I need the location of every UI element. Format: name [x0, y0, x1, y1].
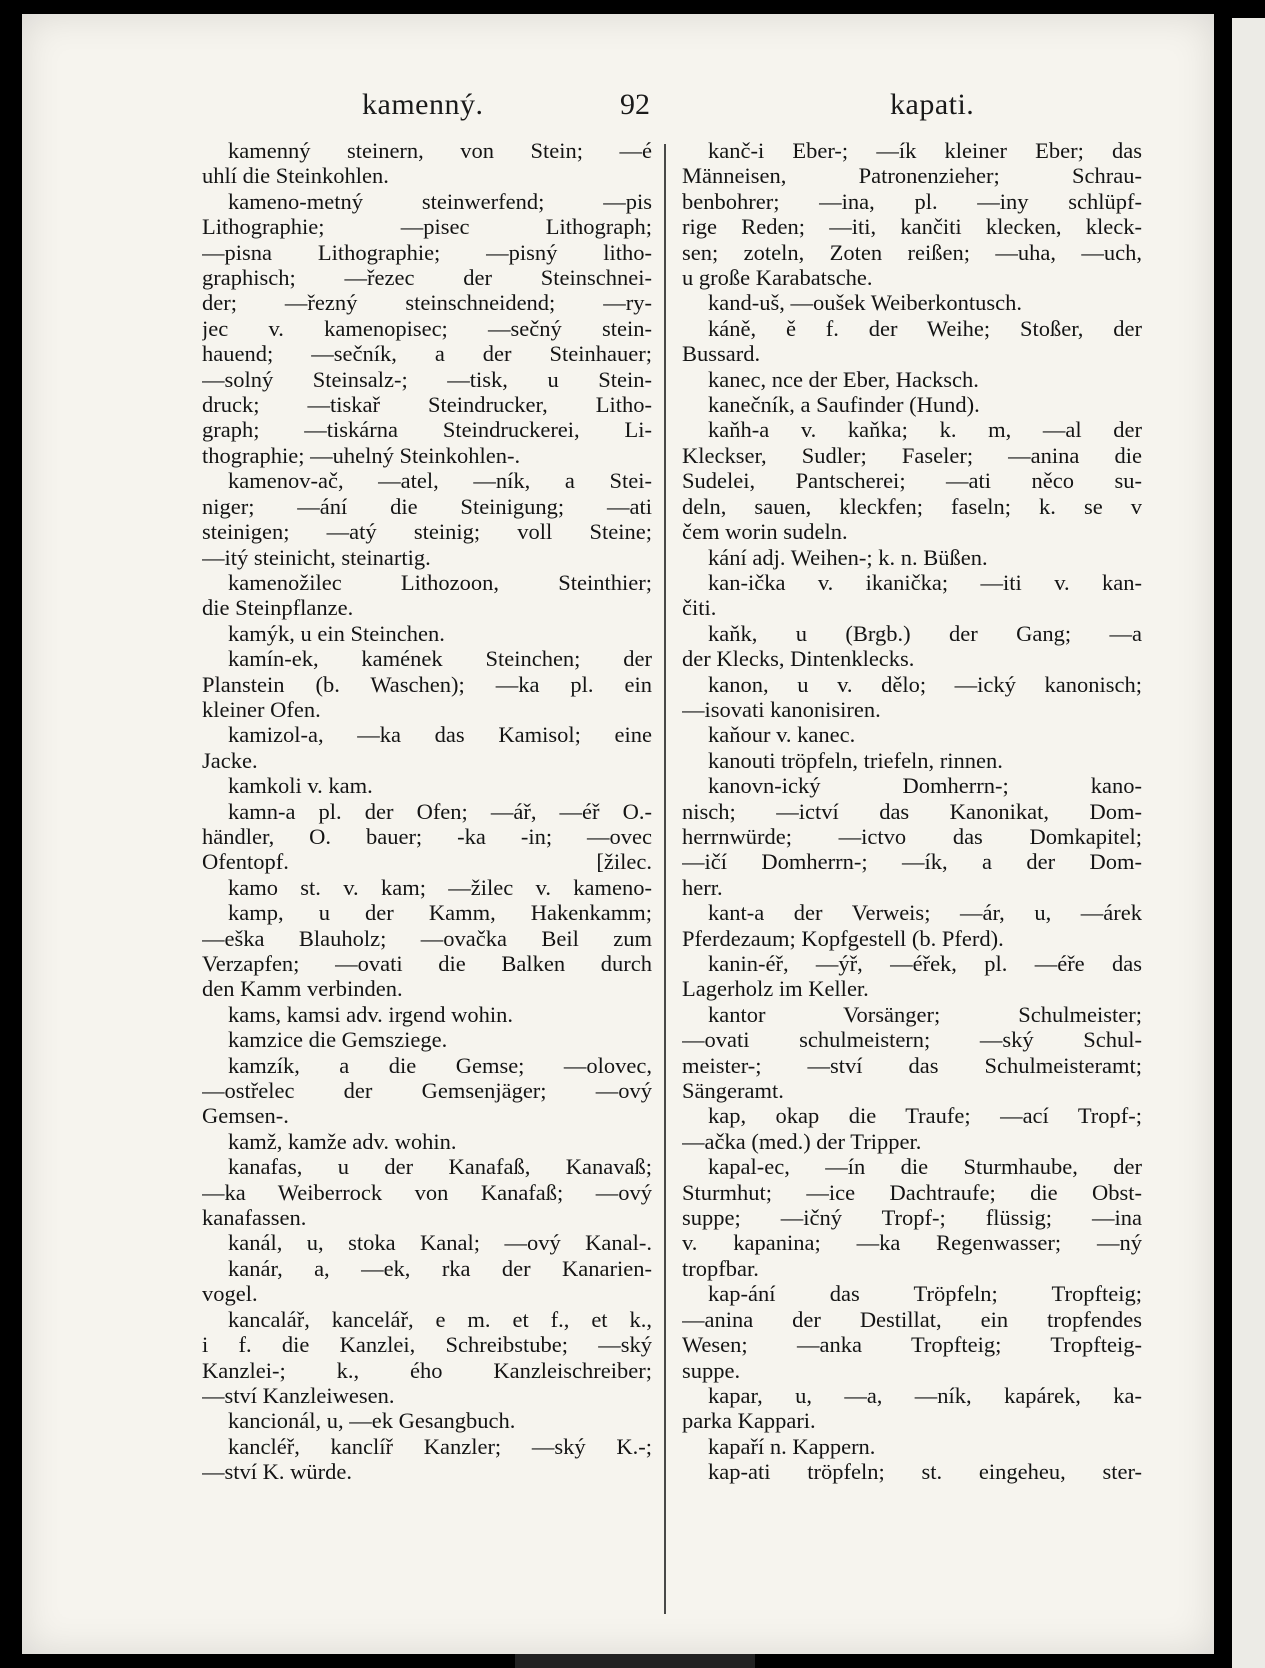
entry-line: —ačka (med.) der Tripper.	[682, 1128, 922, 1154]
entry-line: —ovati schulmeistern; —ský Schul-	[682, 1027, 1142, 1053]
entry-line: —eška Blauholz; —ovačka Beil zum	[202, 925, 652, 951]
entry-line: kanečník, a Saufinder (Hund).	[708, 392, 980, 418]
entry-line: kapar, u, —a, —ník, kapárek, ka-	[708, 1382, 1142, 1408]
entry-line: kand-uš, —oušek Weiberkontusch.	[708, 290, 1022, 316]
entry-line: Männeisen, Patronenzieher; Schrau-	[682, 163, 1142, 189]
entry-line: kantor Vorsänger; Schulmeister;	[708, 1001, 1142, 1027]
entry-line: kap-ání das Tröpfeln; Tropfteig;	[708, 1281, 1142, 1307]
entry-line: kamýk, u ein Steinchen.	[228, 620, 445, 646]
entry-line: —itý steinicht, steinartig.	[202, 544, 431, 570]
entry-line: kamp, u der Kamm, Hakenkamm;	[228, 900, 652, 926]
entry-line: suppe; —ičný Tropf-; flüssig; —ina	[682, 1205, 1142, 1231]
entry-line: graph; —tiskárna Steindruckerei, Li-	[202, 417, 652, 443]
entry-line: uhlí die Steinkohlen.	[202, 163, 389, 189]
page-number: 92	[620, 88, 650, 121]
entry-line: Kleckser, Sudler; Faseler; —anina die	[682, 442, 1142, 468]
entry-line: Gemsen-.	[202, 1103, 289, 1129]
entry-line: die Steinpflanze.	[202, 595, 354, 621]
entry-line: Lithographie; —pisec Lithograph;	[202, 214, 652, 240]
entry-line: Pferdezaum; Kopfgestell (b. Pferd).	[682, 925, 1004, 951]
entry-line: niger; —ání die Steinigung; —ati	[202, 493, 652, 519]
entry-line: rige Reden; —iti, kančiti klecken, kleck-	[682, 214, 1142, 240]
entry-line: jec v. kamenopisec; —sečný stein-	[202, 315, 652, 341]
entry-line: kamž, kamže adv. wohin.	[228, 1128, 457, 1154]
entry-line: Lagerholz im Keller.	[682, 976, 869, 1002]
entry-line: kapaří n. Kappern.	[708, 1433, 876, 1459]
entry-line: den Kamm verbinden.	[202, 976, 403, 1002]
entry-line: kanafas, u der Kanafaß, Kanavaß;	[228, 1154, 652, 1180]
entry-line: čiti.	[682, 595, 717, 621]
entry-line: Jacke.	[202, 747, 258, 773]
entry-line: vogel.	[202, 1281, 258, 1307]
entry-line: kanouti tröpfeln, triefeln, rinnen.	[708, 747, 1003, 773]
entry-line: parka Kappari.	[682, 1408, 816, 1434]
entry-line: —pisna Lithographie; —pisný litho-	[202, 239, 652, 265]
entry-line: —ostřelec der Gemsenjäger; —ový	[202, 1078, 652, 1104]
running-header	[22, 74, 1214, 134]
entry-line: —ství Kanzleiwesen.	[202, 1382, 395, 1408]
entry-line: Bussard.	[682, 341, 761, 367]
entry-line: kamzík, a die Gemse; —olovec,	[228, 1052, 652, 1078]
entry-line: kap, okap die Traufe; —ací Tropf-;	[708, 1103, 1142, 1129]
entry-line: herr.	[682, 874, 723, 900]
entry-line: kamenný steinern, von Stein; —é	[228, 138, 652, 163]
entry-line: druck; —tiskař Steindrucker, Litho-	[202, 392, 652, 418]
entry-line: kamo st. v. kam; —žilec v. kameno-	[228, 874, 652, 900]
entry-line: —anina der Destillat, ein tropfendes	[682, 1306, 1142, 1332]
entry-line: kamzice die Gemsziege.	[228, 1027, 448, 1053]
entry-line: čem worin sudeln.	[682, 519, 848, 545]
entry-line: kancalář, kancelář, e m. et f., et k.,	[228, 1306, 652, 1332]
entry-line: kams, kamsi adv. irgend wohin.	[228, 1001, 513, 1027]
entry-line: der; —řezný steinschneidend; —ry-	[202, 290, 652, 316]
entry-line: kamenožilec Lithozoon, Steinthier;	[228, 569, 652, 595]
entry-line: kap-ati tröpfeln; st. eingeheu, ster-	[708, 1459, 1142, 1485]
entry-line: Ofentopf. [žilec.	[202, 849, 652, 875]
entry-line: deln, sauen, kleckfen; faseln; k. se v	[682, 493, 1142, 519]
entry-line: —solný Steinsalz-; —tisk, u Stein-	[202, 366, 652, 392]
entry-line: i f. die Kanzlei, Schreibstube; —ský	[202, 1332, 652, 1358]
left-column	[202, 138, 652, 1485]
entry-line: Kanzlei-; k., ého Kanzleischreiber;	[202, 1357, 652, 1383]
entry-line: kamenov-ač, —atel, —ník, a Stei-	[228, 468, 652, 494]
entry-line: kanovn-ický Domherrn-; kano-	[708, 773, 1142, 799]
entry-line: Sturmhut; —ice Dachtraufe; die Obst-	[682, 1179, 1142, 1205]
entry-line: kání adj. Weihen-; k. n. Büßen.	[708, 544, 988, 570]
entry-line: v. kapanina; —ka Regenwasser; —ný	[682, 1230, 1142, 1256]
column-divider	[664, 144, 666, 1614]
entry-line: kameno-metný steinwerfend; —pis	[228, 188, 652, 214]
entry-line: Wesen; —anka Tropfteig; Tropfteig-	[682, 1332, 1142, 1358]
header-first-entry: kamenný.	[362, 88, 484, 121]
entry-line: steinigen; —atý steinig; voll Steine;	[202, 519, 652, 545]
entry-line: kamn-a pl. der Ofen; —ář, —éř O.-	[228, 798, 652, 824]
entry-line: kancionál, u, —ek Gesangbuch.	[228, 1408, 516, 1434]
entry-line: kanár, a, —ek, rka der Kanarien-	[228, 1255, 652, 1281]
header-last-entry: kapati.	[890, 88, 975, 121]
entry-line: Sängeramt.	[682, 1078, 784, 1104]
entry-line: der Klecks, Dintenklecks.	[682, 646, 915, 672]
entry-line: káně, ě f. der Weihe; Stoßer, der	[708, 315, 1142, 341]
adjacent-page-edge	[1232, 18, 1265, 1668]
entry-line: kanin-éř, —ýř, —éřek, pl. —éře das	[708, 951, 1142, 976]
right-column	[682, 138, 1142, 1485]
entry-line: händler, O. bauer; -ka -in; —ovec	[202, 823, 652, 849]
entry-line: —isovati kanonisiren.	[682, 696, 881, 722]
entry-line: kanon, u v. dělo; —ický kanonisch;	[708, 671, 1142, 697]
entry-line: kleiner Ofen.	[202, 696, 321, 722]
entry-line: nisch; —ictví das Kanonikat, Dom-	[682, 798, 1142, 824]
entry-line: kamín-ek, kamének Steinchen; der	[228, 646, 652, 672]
entry-line: sen; zoteln, Zoten reißen; —uha, —uch,	[682, 239, 1142, 265]
entry-line: Planstein (b. Waschen); —ka pl. ein	[202, 671, 652, 697]
entry-line: —ka Weiberrock von Kanafaß; —ový	[202, 1179, 652, 1205]
entry-line: u große Karabatsche.	[682, 265, 873, 291]
entry-line: kaňour v. kanec.	[708, 722, 856, 748]
entry-line: kaňh-a v. kaňka; k. m, —al der	[708, 417, 1142, 443]
entry-line: Sudelei, Pantscherei; —ati něco su-	[682, 468, 1142, 494]
entry-line: kanec, nce der Eber, Hacksch.	[708, 366, 979, 392]
entry-line: tropfbar.	[682, 1255, 759, 1281]
entry-line: —ství K. würde.	[202, 1459, 352, 1485]
entry-line: kanafassen.	[202, 1205, 307, 1231]
entry-line: kant-a der Verweis; —ár, u, —árek	[708, 900, 1142, 926]
entry-line: —ičí Domherrn-; —ík, a der Dom-	[682, 849, 1142, 875]
entry-line: kamizol-a, —ka das Kamisol; eine	[228, 722, 652, 748]
entry-line: kanál, u, stoka Kanal; —ový Kanal-.	[228, 1230, 652, 1256]
entry-line: kapal-ec, —ín die Sturmhaube, der	[708, 1154, 1142, 1180]
entry-line: kanč-i Eber-; —ík kleiner Eber; das	[708, 138, 1142, 163]
entry-line: herrnwürde; —ictvo das Domkapitel;	[682, 823, 1142, 849]
entry-line: thographie; —uhelný Steinkohlen-.	[202, 442, 521, 468]
entry-line: meister-; —ství das Schulmeisteramt;	[682, 1052, 1142, 1078]
entry-line: kaňk, u (Brgb.) der Gang; —a	[708, 620, 1142, 646]
entry-line: graphisch; —řezec der Steinschnei-	[202, 265, 652, 291]
dictionary-page	[22, 14, 1214, 1654]
entry-line: kancléř, kanclíř Kanzler; —ský K.-;	[228, 1433, 652, 1459]
entry-line: benbohrer; —ina, pl. —iny schlüpf-	[682, 188, 1142, 214]
entry-line: suppe.	[682, 1357, 741, 1383]
entry-line: hauend; —sečník, a der Steinhauer;	[202, 341, 652, 367]
entry-line: Verzapfen; —ovati die Balken durch	[202, 951, 652, 976]
entry-line: kan-ička v. ikanička; —iti v. kan-	[708, 569, 1142, 595]
entry-line: kamkoli v. kam.	[228, 773, 373, 799]
